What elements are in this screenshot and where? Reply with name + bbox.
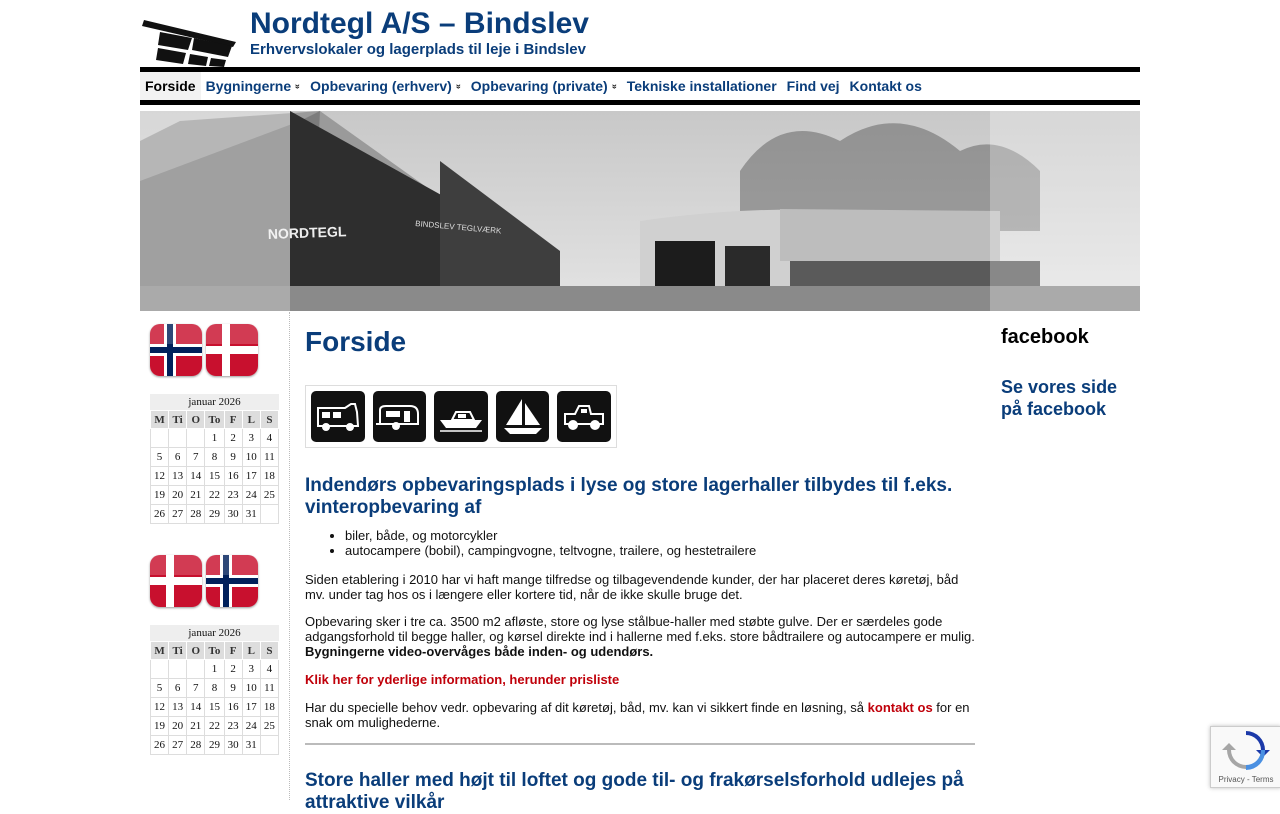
calendar-day: 30: [224, 505, 242, 524]
calendar-day: 12: [151, 698, 169, 717]
norwegian-flag-icon[interactable]: [206, 555, 258, 607]
calendar-week-row: [151, 505, 279, 524]
facebook-widget-title: facebook: [1001, 326, 1089, 348]
recaptcha-terms[interactable]: Privacy - Terms: [1218, 775, 1274, 784]
calendar-day: 22: [205, 717, 224, 736]
calendar-weekday: To: [205, 642, 224, 660]
calendar-week-row: [151, 486, 279, 505]
calendar-weekday: M: [151, 411, 169, 429]
jeep-icon: [557, 391, 611, 442]
calendar-day: 30: [224, 736, 242, 755]
calendar-weekday: Ti: [169, 642, 187, 660]
calendar-day: 5: [151, 448, 169, 467]
calendar-day: 5: [151, 679, 169, 698]
calendar-day: 7: [187, 679, 205, 698]
nordtegl-logo[interactable]: [140, 12, 240, 68]
banner-sign-nordtegl: NORDTEGL: [267, 223, 347, 242]
calendar-day: 17: [242, 467, 260, 486]
calendar-day: 11: [260, 448, 278, 467]
calendar-day: 12: [151, 467, 169, 486]
calendar-day: [169, 429, 187, 448]
calendar-weekday: Ti: [169, 411, 187, 429]
calendar-week-row: [151, 679, 279, 698]
calendar-day: 29: [205, 505, 224, 524]
calendar-day: 22: [205, 486, 224, 505]
calendar-day: 3: [242, 660, 260, 679]
language-flags: [150, 324, 262, 376]
calendar-day: 13: [169, 467, 187, 486]
calendar-day: 6: [169, 448, 187, 467]
calendar-weekday: L: [242, 411, 260, 429]
calendar-day: 11: [260, 679, 278, 698]
chevron-down-icon: »: [293, 83, 304, 89]
calendar-day: 19: [151, 486, 169, 505]
calendar-week-row: [151, 736, 279, 755]
site-subtitle: Erhvervslokaler og lagerplads til leje i Bindslev: [250, 41, 586, 58]
calendar-weekday: M: [151, 642, 169, 660]
calendar-week-row: [151, 467, 279, 486]
nav-item-tekniske-installationer[interactable]: Tekniske installationer: [626, 78, 777, 94]
nav-item-find-vej[interactable]: Find vej: [786, 78, 840, 94]
calendar-day: 16: [224, 698, 242, 717]
list-item: • autocampere (bobil), campingvogne, teltvogne, trailere, og hestetrailere: [345, 543, 756, 558]
calendar-weekday: S: [260, 642, 278, 660]
calendar-weekday: S: [260, 411, 278, 429]
calendar-day: 20: [169, 717, 187, 736]
calendar-day: 14: [187, 698, 205, 717]
section-heading-storage: Indendørs opbevaringsplads i lyse og store lagerhaller tilbydes til f.eks. vinteropbevaring af: [305, 475, 953, 518]
recaptcha-badge[interactable]: [1210, 726, 1280, 788]
calendar-day: 21: [187, 486, 205, 505]
calendar-day: 24: [242, 717, 260, 736]
nav-item-opbevaring-erhverv[interactable]: Opbevaring (erhverv) »: [310, 78, 464, 94]
more-info-link[interactable]: Klik her for yderlige information, herunder prisliste: [305, 672, 620, 687]
site-title[interactable]: Nordtegl A/S – Bindslev: [250, 7, 589, 40]
calendar-day: 28: [187, 505, 205, 524]
special-needs-paragraph: Har du specielle behov vedr. opbevaring af dit køretøj, båd, mv. kan vi sikkert finde en løsning, så kontakt os for en snak om mulighederne.: [305, 700, 970, 730]
storage-bullet-list: [325, 528, 756, 558]
calendar-caption: januar 2026: [150, 394, 279, 410]
calendar-day: 8: [205, 679, 224, 698]
nav-item-opbevaring-private[interactable]: Opbevaring (private) »: [470, 78, 620, 94]
calendar-day: [187, 660, 205, 679]
facility-paragraph: Opbevaring sker i tre ca. 3500 m2 afløste, store og lyse stålbue-haller med støbte gulve. Der er særdeles gode adgangsforhold til begge haller, og kørsel direkte ind i hallerne med f.eks. store bådtrailere og autocampere er mulig. Bygningerne video-overvåges både inden- og udendørs.: [305, 614, 975, 659]
norwegian-flag-icon[interactable]: [150, 324, 202, 376]
left-sidebar: [140, 312, 290, 800]
calendar-weekday: F: [224, 411, 242, 429]
calendar-day: 31: [242, 736, 260, 755]
calendar-day: 28: [187, 736, 205, 755]
caravan-icon: [373, 391, 427, 442]
calendar-day: [169, 660, 187, 679]
motorhome-icon: [311, 391, 365, 442]
calendar-day: 29: [205, 736, 224, 755]
calendar-day: 21: [187, 717, 205, 736]
calendar-day: [187, 429, 205, 448]
calendar-week-row: [151, 660, 279, 679]
calendar-widget-2: [150, 625, 279, 755]
calendar-week-row: [151, 429, 279, 448]
section-heading-halls: Store haller med højt til loftet og gode til- og frakørselsforhold udlejes på attraktive vilkår: [305, 770, 964, 813]
calendar-day: 18: [260, 467, 278, 486]
calendar-day: 26: [151, 736, 169, 755]
intro-paragraph: Siden etablering i 2010 har vi haft mange tilfredse og tilbagevendende kunder, der har placeret deres køretøj, båd mv. under tag hos os i længere eller kortere tid, når de ikke skulle bruge det.: [305, 572, 959, 602]
chevron-down-icon: »: [453, 83, 464, 89]
nav-item-forside[interactable]: Forside: [140, 72, 201, 100]
calendar-day: 18: [260, 698, 278, 717]
calendar-day: 19: [151, 717, 169, 736]
danish-flag-icon[interactable]: [150, 555, 202, 607]
calendar-weekday: L: [242, 642, 260, 660]
nav-item-bygningerne[interactable]: Bygningerne »: [205, 78, 304, 94]
calendar-weekday: O: [187, 411, 205, 429]
calendar-day: 14: [187, 467, 205, 486]
calendar-day: 2: [224, 429, 242, 448]
calendar-day: [151, 660, 169, 679]
calendar-day: 15: [205, 698, 224, 717]
calendar-day: 23: [224, 486, 242, 505]
calendar-day: 8: [205, 448, 224, 467]
list-item: • biler, både, og motorcykler: [345, 528, 756, 543]
calendar-day: 10: [242, 679, 260, 698]
danish-flag-icon[interactable]: [206, 324, 258, 376]
calendar-day: 7: [187, 448, 205, 467]
calendar-weekday: To: [205, 411, 224, 429]
calendar-day: 4: [260, 429, 278, 448]
calendar-day: 3: [242, 429, 260, 448]
calendar-week-row: [151, 698, 279, 717]
calendar-day: 31: [242, 505, 260, 524]
nav-item-kontakt-os[interactable]: Kontakt os: [849, 78, 922, 94]
calendar-widget: [150, 394, 279, 524]
section-divider: [305, 743, 975, 745]
calendar-day: [260, 505, 278, 524]
calendar-day: 25: [260, 486, 278, 505]
calendar-day: 10: [242, 448, 260, 467]
calendar-day: 4: [260, 660, 278, 679]
calendar-day: 20: [169, 486, 187, 505]
language-flags-2: [150, 555, 262, 607]
more-info-paragraph: [305, 672, 975, 687]
calendar-day: 25: [260, 717, 278, 736]
surveillance-note: Bygningerne video-overvåges både inden- og udendørs.: [305, 644, 654, 659]
calendar-caption: januar 2026: [150, 625, 279, 641]
calendar-day: 17: [242, 698, 260, 717]
vehicle-icons-panel: [305, 385, 617, 448]
calendar-weekday: F: [224, 642, 242, 660]
sailboat-icon: [496, 391, 550, 442]
calendar-day: 23: [224, 717, 242, 736]
header-banner-photo: [140, 111, 1140, 311]
calendar-day: 1: [205, 429, 224, 448]
calendar-day: 27: [169, 736, 187, 755]
recaptcha-icon: [1211, 727, 1280, 773]
site-header: [140, 0, 1140, 67]
calendar-week-row: [151, 448, 279, 467]
calendar-day: 1: [205, 660, 224, 679]
main-nav: [140, 67, 1140, 105]
facebook-link[interactable]: Se vores side på facebook: [1001, 377, 1118, 419]
calendar-day: 6: [169, 679, 187, 698]
calendar-day: 15: [205, 467, 224, 486]
calendar-week-row: [151, 717, 279, 736]
calendar-day: 13: [169, 698, 187, 717]
calendar-weekday: O: [187, 642, 205, 660]
calendar-day: 9: [224, 679, 242, 698]
calendar-day: 27: [169, 505, 187, 524]
page-wrapper: [140, 0, 1140, 813]
contact-link[interactable]: kontakt os: [867, 700, 933, 715]
calendar-day: 16: [224, 467, 242, 486]
calendar-day: 2: [224, 660, 242, 679]
calendar-day: [151, 429, 169, 448]
calendar-day: [260, 736, 278, 755]
page-title: Forside: [305, 326, 407, 357]
chevron-down-icon: »: [609, 83, 620, 89]
calendar-day: 26: [151, 505, 169, 524]
motorboat-icon: [434, 391, 488, 442]
banner-sign-teglvaerk: BINDSLEV TEGLVÆRK: [414, 219, 502, 236]
calendar-day: 9: [224, 448, 242, 467]
calendar-day: 24: [242, 486, 260, 505]
